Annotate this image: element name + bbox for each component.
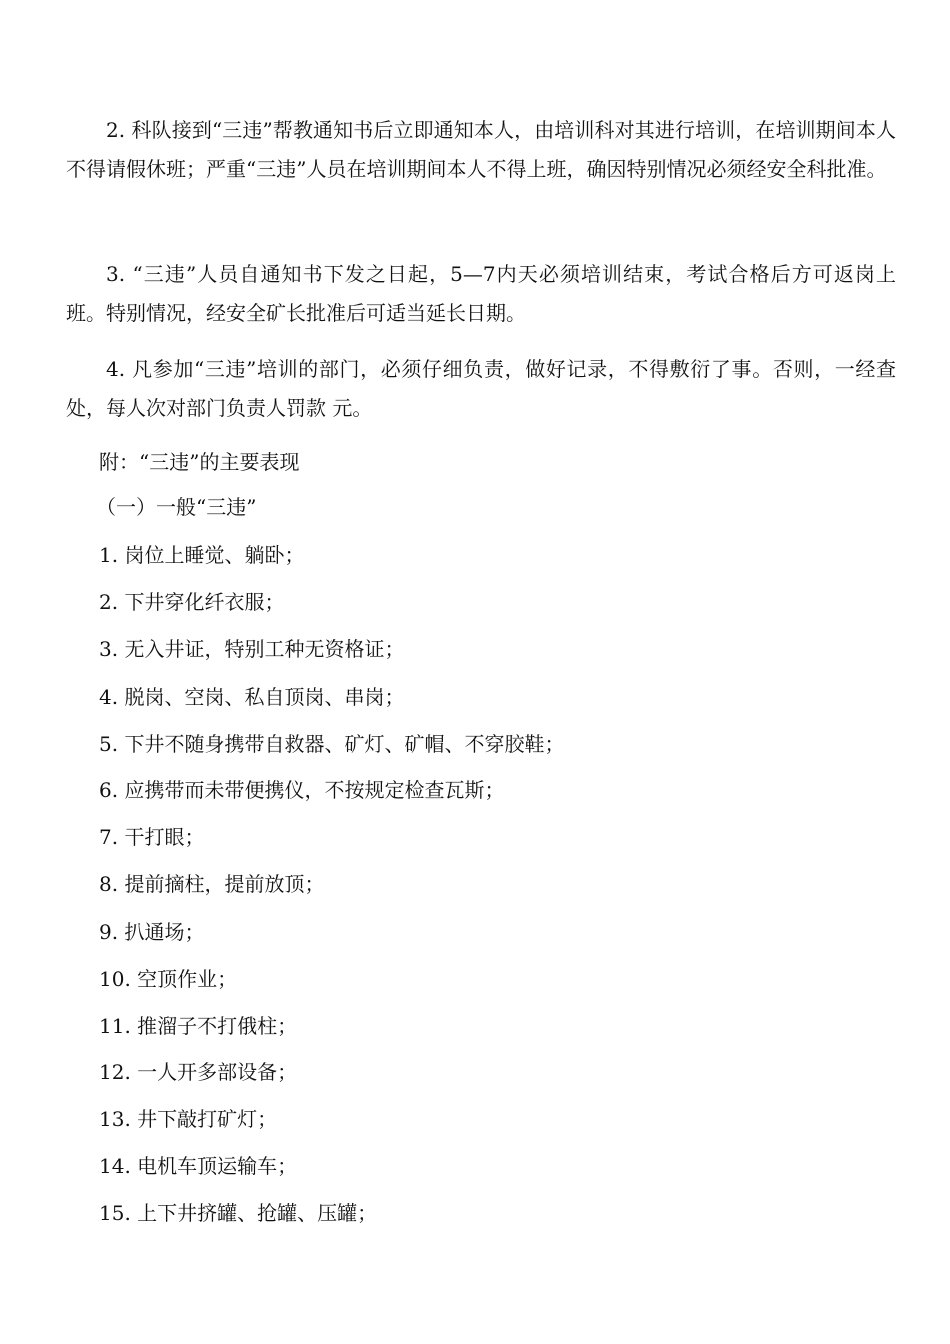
list-item: 5. 下井不随身携带自救器、矿灯、矿帽、不穿胶鞋； <box>99 732 565 756</box>
list-item: 12. 一人开多部设备； <box>99 1060 298 1084</box>
paragraph-2: 2. 科队接到“三违”帮教通知书后立即通知本人，由培训科对其进行培训，在培训期间本人不得请假休班；严重“三违”人员在培训期间本人不得上班，确因特别情况必须经安全科批准。 <box>66 118 896 181</box>
list-item: 10. 空顶作业； <box>99 967 238 991</box>
paragraph-4: 4. 凡参加“三违”培训的部门，必须仔细负责，做好记录，不得敷衍了事。否则，一经查处，每人次对部门负责人罚款 元。 <box>66 357 896 420</box>
paragraph-3: 3. “三违”人员自通知书下发之日起，5—7内天必须培训结束，考试合格后方可返岗上班。特别情况，经安全矿长批准后可适当延长日期。 <box>66 262 896 325</box>
appendix-title: 附：“三违”的主要表现 <box>99 450 300 474</box>
list-item: 11. 推溜子不打俄柱； <box>99 1014 298 1038</box>
list-item: 14. 电机车顶运输车； <box>99 1154 298 1178</box>
list-item: 6. 应携带而未带便携仪，不按规定检查瓦斯； <box>99 778 505 802</box>
list-item: 1. 岗位上睡觉、躺卧； <box>99 543 305 567</box>
list-item: 9. 扒通场； <box>99 920 205 944</box>
list-item: 2. 下井穿化纤衣服； <box>99 590 285 614</box>
list-item: 7. 干打眼； <box>99 825 205 849</box>
list-item: 3. 无入井证，特别工种无资格证； <box>99 637 405 661</box>
list-item: 13. 井下敲打矿灯； <box>99 1107 278 1131</box>
list-item: 4. 脱岗、空岗、私自顶岗、串岗； <box>99 685 405 709</box>
list-item: 8. 提前摘柱，提前放顶； <box>99 872 325 896</box>
list-item: 15. 上下井挤罐、抢罐、压罐； <box>99 1201 378 1225</box>
section-title: （一）一般“三违” <box>96 495 257 519</box>
